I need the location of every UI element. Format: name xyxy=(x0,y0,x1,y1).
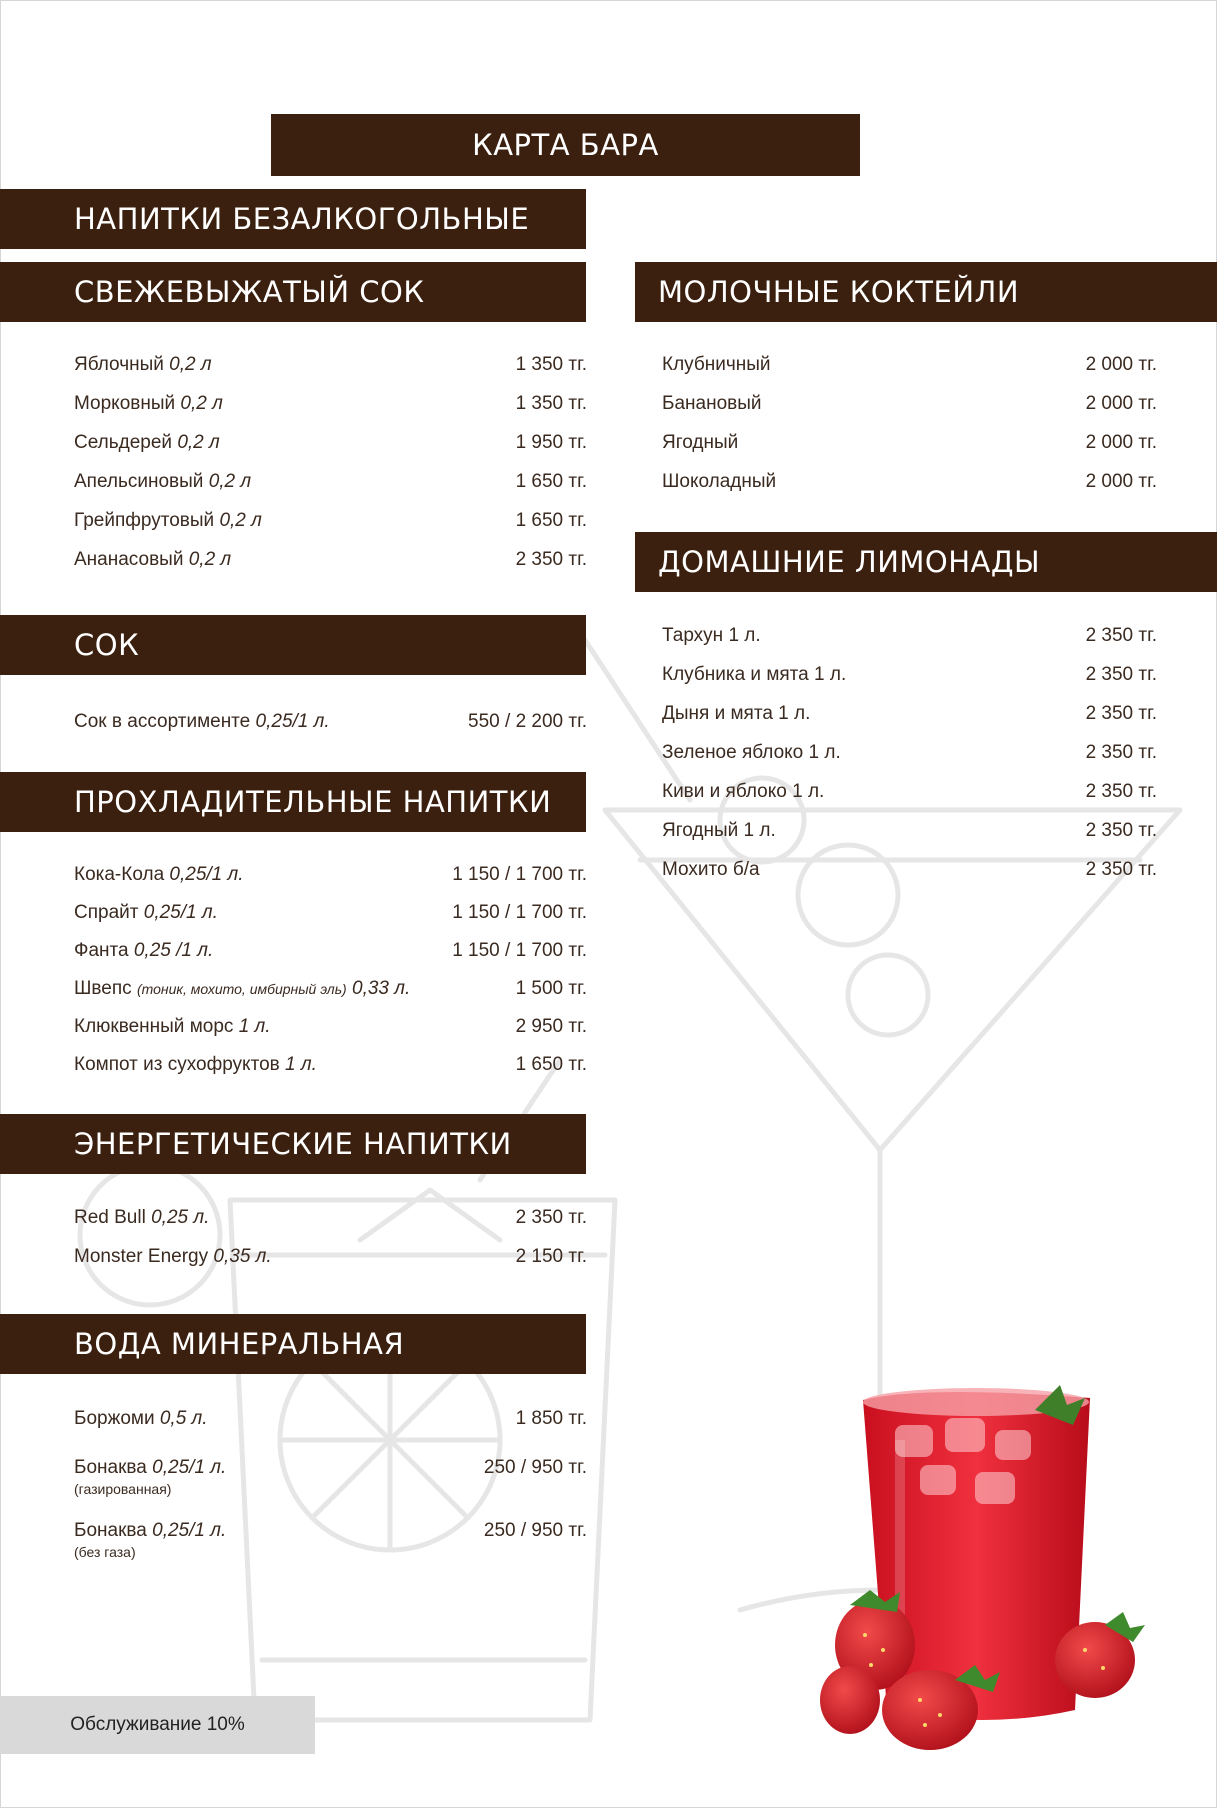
section-heading-mineral-water: ВОДА МИНЕРАЛЬНАЯ xyxy=(0,1314,586,1374)
item-price: 2 000 тг. xyxy=(1085,471,1157,492)
list-item: Бонаква 0,25/1 л. (без газа) 250 / 950 тг. xyxy=(74,1520,587,1560)
list-item: Дыня и мята 1 л. 2 350 тг. xyxy=(662,703,1157,724)
item-price: 2 950 тг. xyxy=(515,1016,587,1037)
list-item: Клубничный 2 000 тг. xyxy=(662,354,1157,375)
item-price: 250 / 950 тг. xyxy=(483,1457,587,1478)
section-heading-fresh-juice: СВЕЖЕВЫЖАТЫЙ СОК xyxy=(0,262,586,322)
list-item: Фанта 0,25 /1 л. 1 150 / 1 700 тг. xyxy=(74,940,587,961)
item-price: 1 850 тг. xyxy=(515,1408,587,1429)
list-item: Мохито б/а 2 350 тг. xyxy=(662,859,1157,880)
list-item: Сельдерей 0,2 л 1 950 тг. xyxy=(74,432,587,453)
item-price: 2 350 тг. xyxy=(515,1207,587,1228)
list-item: Ягодный 2 000 тг. xyxy=(662,432,1157,453)
list-item: Кока-Кола 0,25/1 л. 1 150 / 1 700 тг. xyxy=(74,864,587,885)
section-heading-energy-drinks: ЭНЕРГЕТИЧЕСКИЕ НАПИТКИ xyxy=(0,1114,586,1174)
item-price: 2 000 тг. xyxy=(1085,393,1157,414)
menu-title: КАРТА БАРА xyxy=(271,114,860,176)
item-price: 2 350 тг. xyxy=(1085,703,1157,724)
item-price: 550 / 2 200 тг. xyxy=(468,711,587,732)
section-heading-juice: СОК xyxy=(0,615,586,675)
item-price: 1 150 / 1 700 тг. xyxy=(452,902,587,923)
item-price: 2 350 тг. xyxy=(1085,859,1157,880)
list-item: Апельсиновый 0,2 л 1 650 тг. xyxy=(74,471,587,492)
list-item: Киви и яблоко 1 л. 2 350 тг. xyxy=(662,781,1157,802)
list-item: Red Bull 0,25 л. 2 350 тг. xyxy=(74,1207,587,1228)
section-heading-lemonades: ДОМАШНИЕ ЛИМОНАДЫ xyxy=(635,532,1217,592)
item-price: 1 950 тг. xyxy=(515,432,587,453)
item-price: 1 650 тг. xyxy=(515,1054,587,1075)
list-item: Банановый 2 000 тг. xyxy=(662,393,1157,414)
list-item: Грейпфрутовый 0,2 л 1 650 тг. xyxy=(74,510,587,531)
list-item: Ягодный 1 л. 2 350 тг. xyxy=(662,820,1157,841)
list-item: Ананасовый 0,2 л 2 350 тг. xyxy=(74,549,587,570)
section-heading-milkshakes: МОЛОЧНЫЕ КОКТЕЙЛИ xyxy=(635,262,1217,322)
list-item: Клюквенный морс 1 л. 2 950 тг. xyxy=(74,1016,587,1037)
item-price: 2 350 тг. xyxy=(1085,742,1157,763)
item-price: 1 350 тг. xyxy=(515,354,587,375)
item-price: 1 350 тг. xyxy=(515,393,587,414)
item-price: 2 150 тг. xyxy=(515,1246,587,1267)
list-item: Яблочный 0,2 л 1 350 тг. xyxy=(74,354,587,375)
list-item: Морковный 0,2 л 1 350 тг. xyxy=(74,393,587,414)
list-item: Спрайт 0,25/1 л. 1 150 / 1 700 тг. xyxy=(74,902,587,923)
item-price: 2 350 тг. xyxy=(1085,625,1157,646)
non-alcoholic-heading: НАПИТКИ БЕЗАЛКОГОЛЬНЫЕ xyxy=(0,189,586,249)
item-note: (газированная) xyxy=(74,1481,172,1497)
item-price: 2 350 тг. xyxy=(1085,820,1157,841)
list-item: Боржоми 0,5 л. 1 850 тг. xyxy=(74,1408,587,1429)
list-item: Тархун 1 л. 2 350 тг. xyxy=(662,625,1157,646)
item-price: 2 350 тг. xyxy=(515,549,587,570)
list-item: Клубника и мята 1 л. 2 350 тг. xyxy=(662,664,1157,685)
list-item: Сок в ассортименте 0,25/1 л. 550 / 2 200 тг. xyxy=(74,711,587,732)
item-price: 2 000 тг. xyxy=(1085,432,1157,453)
list-item: Бонаква 0,25/1 л. (газированная) 250 / 950 тг. xyxy=(74,1457,587,1497)
list-item: Зеленое яблоко 1 л. 2 350 тг. xyxy=(662,742,1157,763)
section-heading-soft-drinks: ПРОХЛАДИТЕЛЬНЫЕ НАПИТКИ xyxy=(0,772,586,832)
item-price: 2 350 тг. xyxy=(1085,781,1157,802)
item-price: 1 650 тг. xyxy=(515,471,587,492)
list-item: Швепс (тоник, мохито, имбирный эль) 0,33 л. 1 500 тг. xyxy=(74,978,587,999)
list-item: Monster Energy 0,35 л. 2 150 тг. xyxy=(74,1246,587,1267)
item-note: (без газа) xyxy=(74,1544,136,1560)
list-item: Шоколадный 2 000 тг. xyxy=(662,471,1157,492)
item-price: 1 150 / 1 700 тг. xyxy=(452,940,587,961)
service-charge-note: Обслуживание 10% xyxy=(0,1696,315,1754)
item-price: 1 150 / 1 700 тг. xyxy=(452,864,587,885)
red-drink-strawberries-illustration xyxy=(805,1380,1145,1760)
item-price: 2 000 тг. xyxy=(1085,354,1157,375)
item-price: 250 / 950 тг. xyxy=(483,1520,587,1541)
item-price: 1 650 тг. xyxy=(515,510,587,531)
list-item: Компот из сухофруктов 1 л. 1 650 тг. xyxy=(74,1054,587,1075)
item-price: 1 500 тг. xyxy=(515,978,587,999)
item-price: 2 350 тг. xyxy=(1085,664,1157,685)
